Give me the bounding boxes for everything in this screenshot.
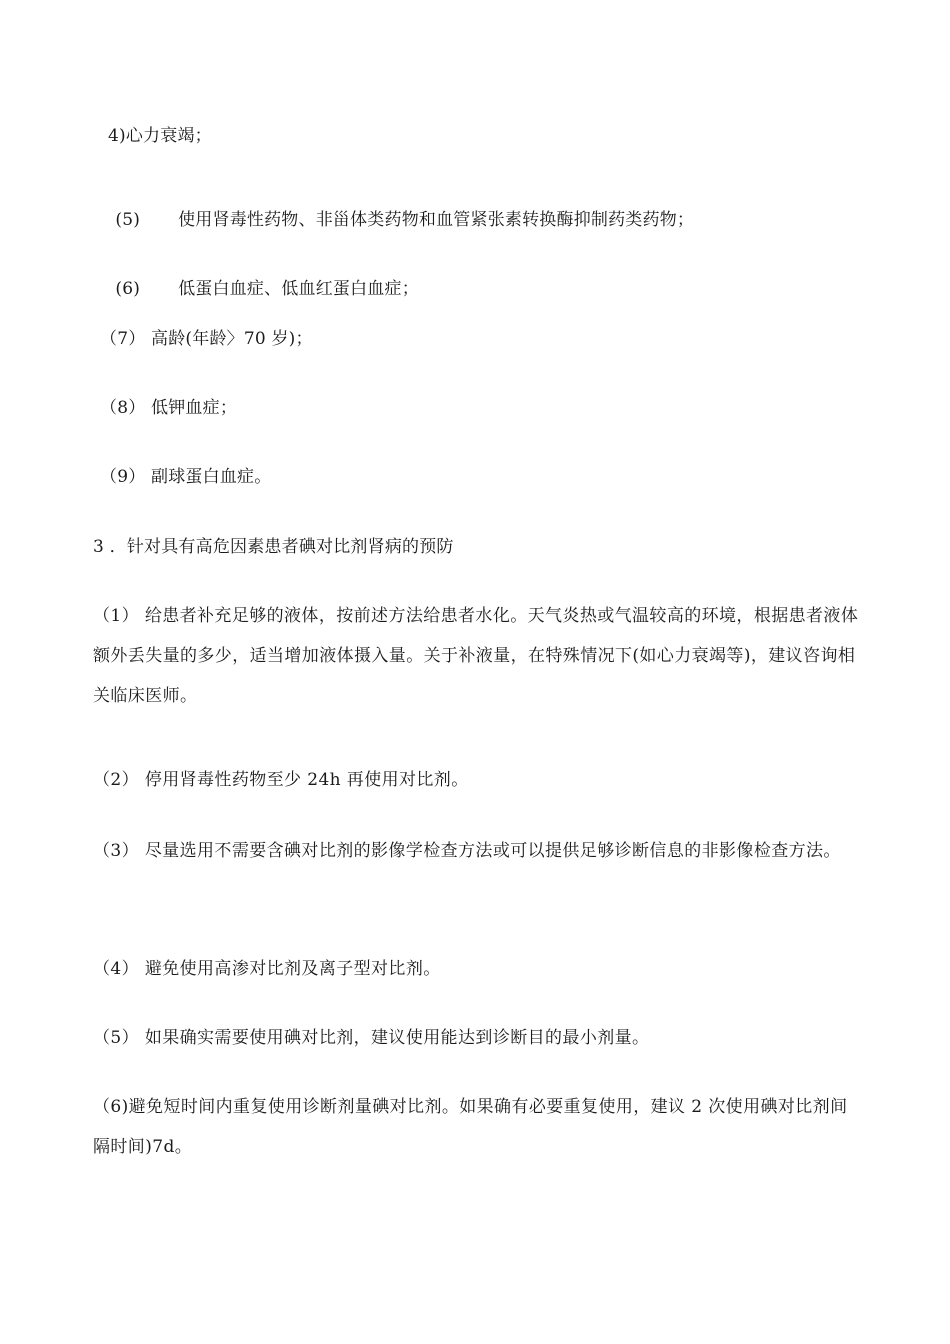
list-item-number: (6)	[115, 279, 141, 299]
paragraph-hydration: （1） 给患者补充足够的液体，按前述方法给患者水化。天气炎热或气温较高的环境，根据患者液体额外丢失量的多少，适当增加液体摄入量。关于补液量，在特殊情况下(如心力衰竭等)，建议咨询相关临床医师。	[93, 606, 859, 706]
paragraph-avoid-high-osmolar: （4） 避免使用高渗对比剂及离子型对比剂。	[93, 959, 441, 979]
list-item-text: 低蛋白血症、低血红蛋白血症；	[178, 279, 419, 299]
list-item-advanced-age: （7） 高龄(年龄〉70 岁)；	[100, 329, 313, 349]
paragraph-minimum-dose: （5） 如果确实需要使用碘对比剂，建议使用能达到诊断目的最小剂量。	[93, 1028, 650, 1048]
list-item-paraproteinemia: （9） 副球蛋白血症。	[100, 467, 272, 487]
section-heading: 3 ．针对具有高危因素患者碘对比剂肾病的预防	[93, 537, 454, 557]
list-item-number: (5)	[115, 210, 141, 230]
paragraph-stop-nephrotoxic: （2） 停用肾毒性药物至少 24h 再使用对比剂。	[93, 770, 469, 790]
paragraph-alternative-imaging: （3） 尽量选用不需要含碘对比剂的影像学检查方法或可以提供足够诊断信息的非影像检查方法。	[93, 841, 841, 861]
list-item-nephrotoxic-drugs	[93, 190, 694, 250]
list-item-hypokalemia: （8） 低钾血症；	[100, 398, 238, 418]
list-item-hypoproteinemia	[93, 259, 419, 319]
list-item-text: 使用肾毒性药物、非甾体类药物和血管紧张素转换酶抑制药类药物；	[178, 210, 695, 230]
paragraph-repeat-interval: （6)避免短时间内重复使用诊断剂量碘对比剂。如果确有必要重复使用，建议 2 次使用碘对比剂间隔时间)7d。	[93, 1097, 848, 1157]
list-item-heart-failure: 4)心力衰竭；	[108, 126, 212, 146]
